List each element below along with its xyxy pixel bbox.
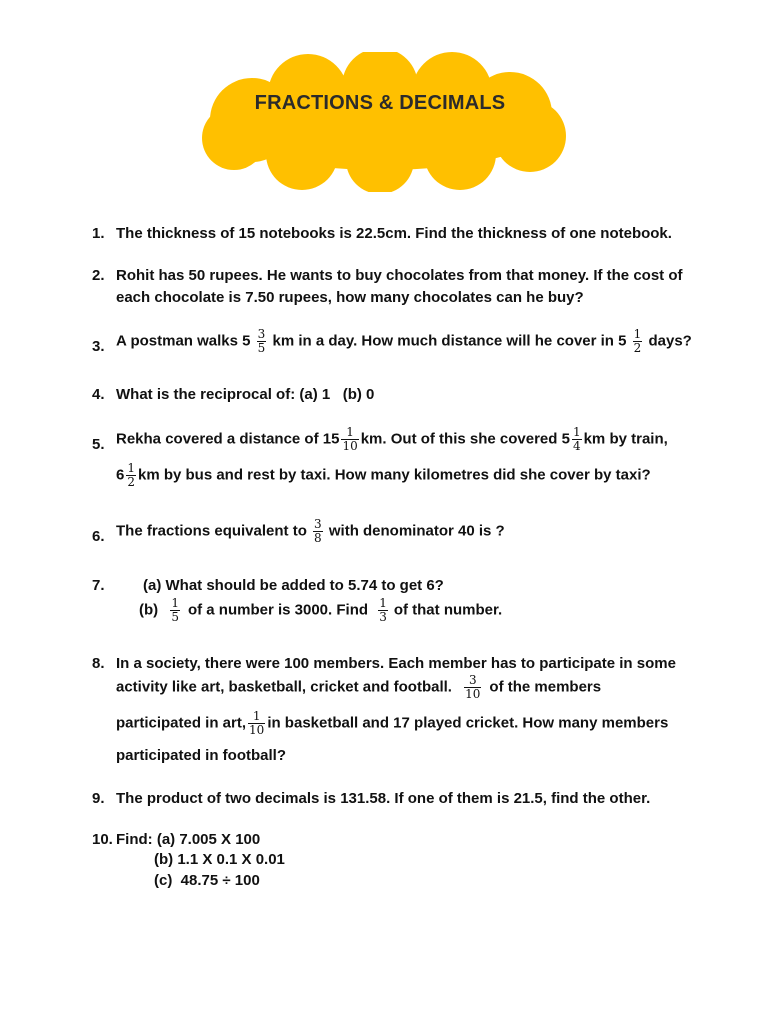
question-7-part-a: (a) What should be added to 5.74 to get 6? [143,577,444,594]
fraction: $\frac{1}{10}$ [249,709,265,737]
question-number: 3. [92,338,105,355]
question-number: 2. [92,267,105,284]
question-9-text: The product of two decimals is 131.58. If one of them is 21.5, find the other. [116,790,651,807]
fraction: $\frac{1}{4}$ [572,425,581,453]
question-8-line-2: activity like art, basketball, cricket and football. $\frac{3}{10}$ of the members [116,673,602,701]
question-number: 7. [92,577,105,594]
question-10-part-b: (b) 1.1 X 0.1 X 0.01 [154,851,285,868]
question-8-line-4: participated in football? [116,747,287,764]
fraction: $\frac{3}{10}$ [465,673,481,701]
question-number: 9. [92,790,105,807]
question-number: 5. [92,436,105,453]
question-number: 1. [92,225,105,242]
page-title: FRACTIONS & DECIMALS [254,92,506,114]
question-1-text: The thickness of 15 notebooks is 22.5cm. Find the thickness of one notebook. [116,225,672,242]
question-10-part-a: Find: (a) 7.005 X 100 [116,831,261,848]
question-5-line-2: 6 $\frac{1}{2}$ km by bus and rest by taxi. How many kilometres did she cover by taxi? [116,461,651,489]
question-7-part-b: (b) $\frac{1}{5}$ of a number is 3000. Find $\frac{1}{3}$ of that number. [139,596,503,624]
fraction: $\frac{1}{2}$ [127,461,135,489]
question-2-line-2: each chocolate is 7.50 rupees, how many chocolates can he buy? [116,289,584,306]
question-8-line-1: In a society, there were 100 members. Each member has to participate in some [116,655,676,672]
fraction: $\frac{1}{5}$ [171,596,179,624]
question-8-line-3: participated in art, $\frac{1}{10}$ in basketball and 17 played cricket. How many members [116,709,669,737]
question-6-text: The fractions equivalent to $\frac{3}{8}$ with denominator 40 is ? [116,517,505,545]
title-cloud-shape [190,52,574,192]
question-3-text: A postman walks 5 $\frac{3}{5}$ km in a day. How much distance will he cover in 5 $\frac{1}{2}$ days? [116,327,692,355]
fraction: $\frac{3}{8}$ [314,517,322,545]
question-number: 6. [92,528,105,545]
fraction: $\frac{3}{5}$ [257,327,266,355]
question-number: 10. [92,831,113,848]
fraction: $\frac{1}{10}$ [342,425,358,453]
fraction: $\frac{1}{2}$ [633,327,642,355]
question-5-line-1: Rekha covered a distance of 15 $\frac{1}{10}$ km. Out of this she covered 5 $\frac{1}{4}$ km by train, [116,425,668,453]
question-number: 8. [92,655,105,672]
fraction: $\frac{1}{3}$ [379,596,387,624]
question-2-line-1: Rohit has 50 rupees. He wants to buy chocolates from that money. If the cost of [116,267,683,284]
question-number: 4. [92,386,105,403]
question-4-text: What is the reciprocal of: (a) 1 (b) 0 [116,386,375,403]
question-10-part-c: (c) 48.75 ÷ 100 [154,872,260,889]
